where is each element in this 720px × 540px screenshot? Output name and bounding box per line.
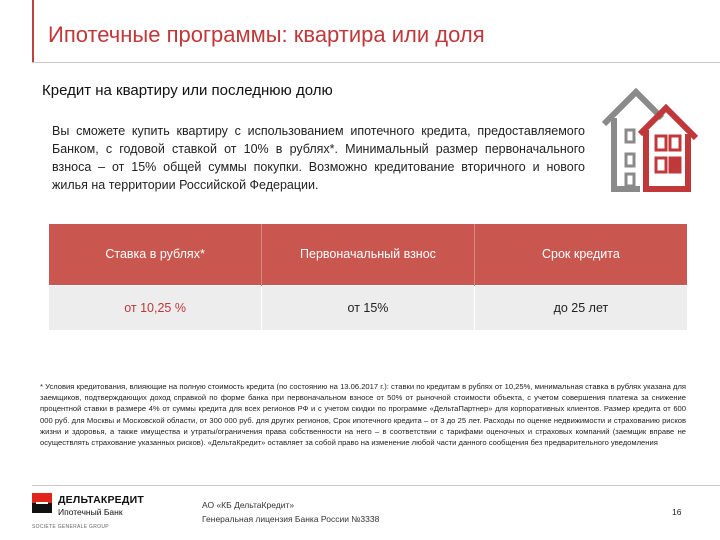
header-term: Срок кредита <box>474 224 687 286</box>
deltacredit-logo <box>32 493 192 535</box>
cell-rate: от 10,25 % <box>49 286 262 331</box>
cell-down-payment: от 15% <box>262 286 475 331</box>
rate-table <box>49 224 687 330</box>
page-number: 16 <box>672 507 682 517</box>
section-subtitle: Кредит на квартиру или последнюю долю <box>42 82 333 99</box>
footnote: * Условия кредитования, влияющие на полную стоимость кредита (по состоянию на 13.06.2017 г.): ставки по кредитам в рублях от 10,25%, минимальная ставка в рублях указана для заемщиков, подтверждающих доход справкой по форме банка при первоначальном взносе от 50% от рыночной стоимости объекта, с учетом совершения платежа за снижение процентной ставки в размере 4% от суммы кредита для всех регионов РФ и с учетом скидки по программе «ДельтаПартнер» для корпоративных клиентов. Размер кредита от 600 000 руб. для Москвы и Московской области, от 300 000 руб. для других регионов, Срок ипотечного кредита – от 3 до 25 лет. Расходы по оценке недвижимости и страхованию рисков жизни и здоровья, а также имущества и утраты/ограничения права собственности на него – в соответствии с тарифами оценочных и страховых компаний (заемщик вправе не осуществлять страхование указанных рисков). «ДельтаКредит» оставляет за собой право на изменение любой части данного сообщения без предварительного уведомления <box>40 382 686 448</box>
page-title: Ипотечные программы: квартира или доля <box>48 22 485 47</box>
bottom-divider <box>32 485 720 486</box>
table-row <box>49 286 687 331</box>
table-header-row <box>49 224 687 286</box>
company-license: Генеральная лицензия Банка России №3338 <box>202 514 380 524</box>
top-divider <box>32 62 720 63</box>
description-paragraph: Вы сможете купить квартиру с использованием ипотечного кредита, предоставляемого Банком, с годовой ставкой от 10% в рублях*. Минимальный размер первоначального взноса – от 15% общей суммы покупки. Возможно кредитование вторичного и нового жилья на территории Российской Федерации. <box>52 124 585 192</box>
company-name: АО «КБ ДельтаКредит» <box>202 500 295 510</box>
logo-name: ДЕЛЬТАКРЕДИТ <box>58 494 144 506</box>
logo-mark-icon <box>32 493 52 513</box>
title-bar <box>32 0 720 62</box>
logo-subtitle: Ипотечный Банк <box>58 507 123 517</box>
header-rate: Ставка в рублях* <box>49 224 262 286</box>
cell-term: до 25 лет <box>474 286 687 331</box>
logo-group: SOCIETE GENERALE GROUP <box>32 524 109 530</box>
company-info <box>202 498 379 526</box>
house-icon <box>600 84 698 196</box>
title-accent-line <box>32 0 34 62</box>
header-down-payment: Первоначальный взнос <box>262 224 475 286</box>
